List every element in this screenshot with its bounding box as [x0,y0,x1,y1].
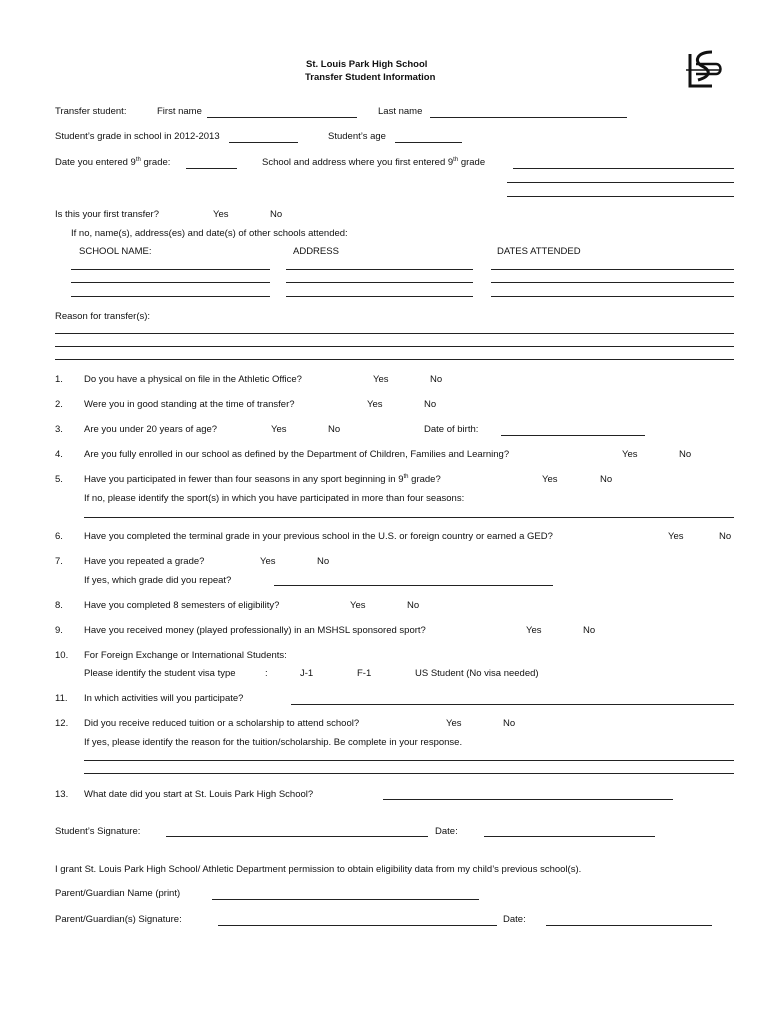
student-date-field[interactable] [484,836,655,837]
reason-label: Reason for transfer(s): [55,311,151,322]
form-subtitle: Transfer Student Information [305,72,436,83]
parent-name-label: Parent/Guardian Name (print) [55,888,181,899]
reason-field-2[interactable] [55,346,734,347]
q8-text: Have you completed 8 semesters of eligibility? [84,600,280,611]
q13-text: What date did you start at St. Louis Park High School? [84,789,314,800]
date-entered-label: Date you entered 9th grade: [55,157,171,168]
q9-no[interactable]: No [583,625,596,636]
date-entered-field[interactable] [186,168,237,169]
parent-signature-field[interactable] [218,925,497,926]
q12-reason-field-2[interactable] [84,773,734,774]
q4-no[interactable]: No [679,449,692,460]
q10-colon: : [265,668,268,679]
last-name-label: Last name [378,106,423,117]
q13-date-field[interactable] [383,799,673,800]
col-address: ADDRESS [293,246,339,257]
first-transfer-yes[interactable]: Yes [213,209,229,220]
dob-label: Date of birth: [424,424,479,435]
q1-no[interactable]: No [430,374,443,385]
q8-number: 8. [55,600,63,611]
q3-yes[interactable]: Yes [271,424,287,435]
age-field[interactable] [395,142,462,143]
permission-statement: I grant St. Louis Park High School/ Athletic Department permission to obtain eligibility data from my child’s previous school(s). [55,864,582,875]
q4-yes[interactable]: Yes [622,449,638,460]
q9-text: Have you received money (played professionally) in an MSHSL sponsored sport? [84,625,426,636]
address-field-2[interactable] [286,282,473,283]
student-signature-field[interactable] [166,836,428,837]
grade-field[interactable] [229,142,298,143]
q11-text: In which activities will you participate? [84,693,244,704]
q3-no[interactable]: No [328,424,341,435]
address-field-3[interactable] [286,296,473,297]
q1-number: 1. [55,374,63,385]
q7-grade-field[interactable] [274,585,553,586]
q7-no[interactable]: No [317,556,330,567]
school-name-field-2[interactable] [71,282,270,283]
form-title: St. Louis Park High School [306,59,428,70]
q7-text: Have you repeated a grade? [84,556,205,567]
q11-number: 11. [55,693,68,704]
student-date-label: Date: [435,826,458,837]
q5-text: Have you participated in fewer than four seasons in any sport beginning in 9th grade? [84,474,441,485]
q9-number: 9. [55,625,63,636]
dates-field-3[interactable] [491,296,734,297]
q10-sub: Please identify the student visa type [84,668,236,679]
q11-activities-field[interactable] [291,704,734,705]
q6-number: 6. [55,531,63,542]
visa-f1[interactable]: F-1 [357,668,372,679]
q5-yes[interactable]: Yes [542,474,558,485]
q7-number: 7. [55,556,63,567]
q4-number: 4. [55,449,63,460]
col-dates-attended: DATES ATTENDED [497,246,581,257]
school-address-field-3[interactable] [507,196,734,197]
q7-sub: If yes, which grade did you repeat? [84,575,232,586]
parent-signature-label: Parent/Guardian(s) Signature: [55,914,182,925]
q6-no[interactable]: No [719,531,732,542]
q4-text: Are you fully enrolled in our school as defined by the Department of Children, Families and Learning? [84,449,510,460]
q6-text: Have you completed the terminal grade in your previous school in the U.S. or foreign country or earned a GED? [84,531,553,542]
parent-date-label: Date: [503,914,526,925]
grade-label: Student’s grade in school in 2012-2013 [55,131,220,142]
q1-text: Do you have a physical on file in the Athletic Office? [84,374,302,385]
student-signature-label: Student’s Signature: [55,826,141,837]
q2-text: Were you in good standing at the time of transfer? [84,399,295,410]
school-address-label: School and address where you first entered 9th grade [262,157,486,168]
q12-yes[interactable]: Yes [446,718,462,729]
q12-no[interactable]: No [503,718,516,729]
dob-field[interactable] [501,435,645,436]
q7-yes[interactable]: Yes [260,556,276,567]
q12-text: Did you receive reduced tuition or a scholarship to attend school? [84,718,360,729]
q2-no[interactable]: No [424,399,437,410]
school-address-field-1[interactable] [513,168,734,169]
first-name-label: First name [157,106,202,117]
q12-number: 12. [55,718,69,729]
visa-us-student[interactable]: US Student (No visa needed) [415,668,539,679]
q2-yes[interactable]: Yes [367,399,383,410]
dates-field-1[interactable] [491,269,734,270]
q2-number: 2. [55,399,63,410]
visa-j1[interactable]: J-1 [300,668,314,679]
other-schools-instruction: If no, name(s), address(es) and date(s) of other schools attended: [71,228,348,239]
q3-text: Are you under 20 years of age? [84,424,218,435]
q10-text: For Foreign Exchange or International Students: [84,650,287,661]
q5-number: 5. [55,474,63,485]
slp-logo [682,46,722,94]
q12-reason-field-1[interactable] [84,760,734,761]
school-address-field-2[interactable] [507,182,734,183]
first-transfer-no[interactable]: No [270,209,283,220]
school-name-field-1[interactable] [71,269,270,270]
reason-field-1[interactable] [55,333,734,334]
first-transfer-question: Is this your first transfer? [55,209,160,220]
q6-yes[interactable]: Yes [668,531,684,542]
first-name-field[interactable] [207,117,357,118]
transfer-student-label: Transfer student: [55,106,127,117]
q9-yes[interactable]: Yes [526,625,542,636]
age-label: Student’s age [328,131,386,142]
q1-yes[interactable]: Yes [373,374,389,385]
q10-number: 10. [55,650,69,661]
q5-sports-field[interactable] [84,517,734,518]
parent-name-field[interactable] [212,899,479,900]
col-school-name: SCHOOL NAME: [79,246,152,257]
reason-field-3[interactable] [55,359,734,360]
last-name-field[interactable] [430,117,627,118]
q13-number: 13. [55,789,69,800]
q8-no[interactable]: No [407,600,420,611]
parent-date-field[interactable] [546,925,712,926]
q5-no[interactable]: No [600,474,613,485]
q8-yes[interactable]: Yes [350,600,366,611]
dates-field-2[interactable] [491,282,734,283]
address-field-1[interactable] [286,269,473,270]
q12-sub: If yes, please identify the reason for the tuition/scholarship. Be complete in your response. [84,737,463,748]
q3-number: 3. [55,424,63,435]
q5-sub: If no, please identify the sport(s) in which you have participated in more than four seasons: [84,493,465,504]
school-name-field-3[interactable] [71,296,270,297]
